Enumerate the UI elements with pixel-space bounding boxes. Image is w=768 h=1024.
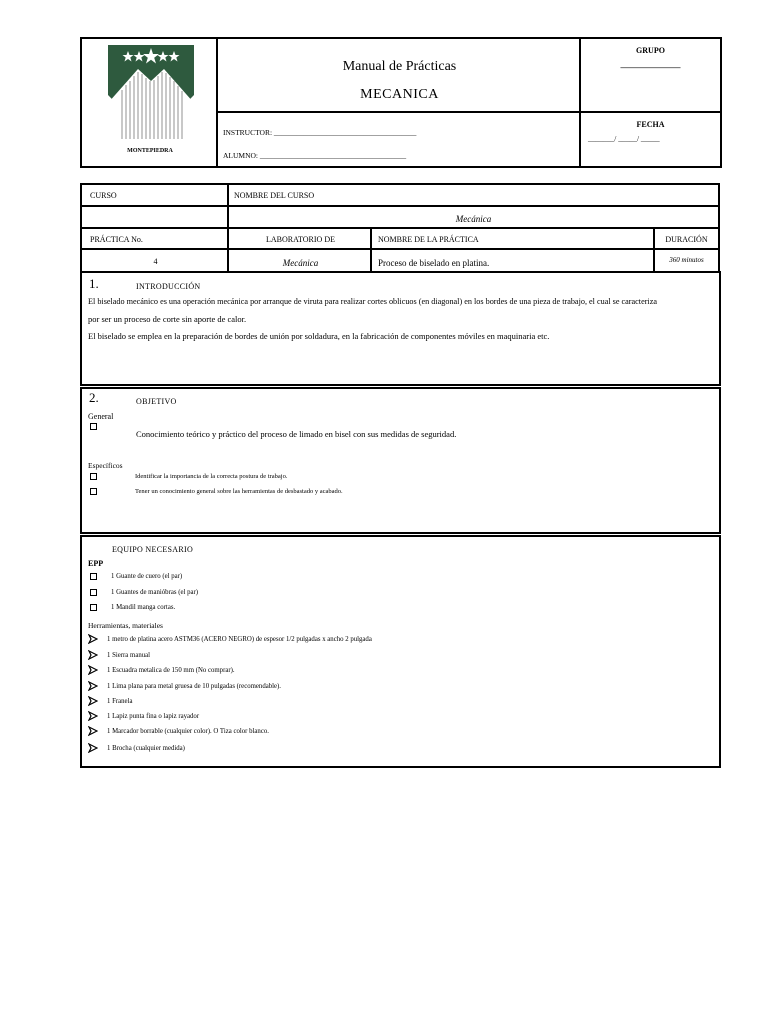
epp-item-text: 1 Mandil manga cortas. <box>111 604 176 611</box>
section-number: 1. <box>89 276 99 291</box>
equipo-heading: EQUIPO NECESARIO <box>112 545 194 554</box>
herramienta-text: 1 Marcador borrable (cualquier color). O Tiza color blanco. <box>107 727 269 735</box>
herramienta-text: 1 Sierra manual <box>107 651 151 659</box>
herramienta-item <box>88 634 372 644</box>
herramienta-item <box>88 726 269 736</box>
checkbox-icon <box>90 604 97 611</box>
herramienta-text: 1 Lima plana para metal gruesa de 10 pulgadas (recomendable). <box>107 682 282 690</box>
herramienta-item <box>88 696 132 706</box>
nombre-curso-header-cell <box>229 185 718 205</box>
duracion-header-cell <box>655 229 718 248</box>
checkbox-icon <box>90 589 97 596</box>
checkbox-icon <box>90 473 97 480</box>
arrow-bullet-icon <box>88 681 98 691</box>
intro-paragraph-1-line-1: El biselado mecánico es una operación mecánica por arranque de viruta para realizar cortes oblicuos (en diagonal) en los bordes de una pieza de trabajo, el cual se caracteriza <box>88 297 657 306</box>
checkbox-icon <box>90 423 97 430</box>
herramienta-item <box>88 681 281 691</box>
section-number: 2. <box>89 390 99 405</box>
intro-paragraph-1-line-2: por ser un proceso de corte sin aporte de calor. <box>88 314 247 324</box>
laboratorio-header-cell <box>229 229 372 248</box>
arrow-bullet-icon <box>88 726 98 736</box>
herramienta-item <box>88 650 150 660</box>
herramienta-text: 1 Escuadra metalica de 150 mm (No comprar). <box>107 666 235 674</box>
curso-label: CURSO <box>90 191 117 200</box>
herramienta-text: 1 Brocha (cualquier medida) <box>107 744 185 752</box>
especifico-text: Identificar la importancia de la correcta postura de trabajo. <box>135 473 288 480</box>
course-header-row <box>82 185 718 207</box>
practica-value: 4 <box>153 257 158 266</box>
laboratorio-label: LABORATORIO DE <box>266 235 335 244</box>
especifico-item <box>90 488 343 495</box>
instructor-field[interactable]: INSTRUCTOR: ______________________________________ <box>223 128 417 137</box>
nombre-curso-value-cell <box>229 207 718 227</box>
practica-value-cell <box>82 250 229 272</box>
names-cell <box>218 113 581 166</box>
epp-item <box>90 573 182 580</box>
checkbox-icon <box>90 488 97 495</box>
practica-label: PRÁCTICA No. <box>90 235 143 244</box>
herramientas-label: Herramientas, materiales <box>88 621 163 630</box>
especifico-item <box>90 473 288 480</box>
curso-header-cell <box>82 185 229 205</box>
nombre-curso-label: NOMBRE DEL CURSO <box>234 191 315 200</box>
laboratorio-value: Mecánica <box>282 258 319 268</box>
nombre-practica-header-cell <box>372 229 655 248</box>
objetivo-heading: OBJETIVO <box>136 397 177 406</box>
epp-item <box>90 604 175 611</box>
arrow-bullet-icon <box>88 650 98 660</box>
curso-value-cell[interactable] <box>82 207 229 227</box>
epp-item-text: 1 Guantes de manióbras (el par) <box>111 589 199 596</box>
logo-cell <box>82 39 218 166</box>
practica-header-cell <box>82 229 229 248</box>
introduccion-heading: INTRODUCCIÓN <box>136 282 201 291</box>
arrow-bullet-icon <box>88 665 98 675</box>
herramienta-text: 1 metro de platina acero ASTM36 (ACERO NEGRO) de espesor 1/2 pulgadas x ancho 2 pulgada <box>107 635 372 643</box>
montepiedra-logo <box>108 45 194 139</box>
duracion-value-cell <box>655 250 718 272</box>
header-block <box>80 37 722 168</box>
practica-value-row <box>82 250 718 272</box>
general-label: General <box>88 412 114 421</box>
logo-name: MONTEPIEDRA <box>127 148 173 154</box>
alumno-field[interactable]: ALUMNO: _______________________________________ <box>223 151 407 160</box>
epp-item <box>90 589 198 596</box>
fecha-cell <box>581 113 720 166</box>
course-table <box>80 183 720 271</box>
herramienta-text: 1 Lapiz punta fina o lapiz rayador <box>107 712 200 720</box>
epp-label: EPP <box>88 559 104 568</box>
laboratorio-value-cell <box>229 250 372 272</box>
intro-paragraph-2: El biselado se emplea en la preparación de bordes de unión por soldadura, en la fabricación de componentes móviles en maquinaria etc. <box>88 331 550 341</box>
grupo-cell <box>581 39 720 113</box>
arrow-bullet-icon <box>88 634 98 644</box>
practica-header-row <box>82 229 718 250</box>
nombre-curso-value: Mecánica <box>455 214 492 224</box>
general-item <box>90 423 97 430</box>
title-cell <box>218 39 581 113</box>
herramienta-item <box>88 711 199 721</box>
arrow-bullet-icon <box>88 711 98 721</box>
document-title: Manual de Prácticas <box>342 59 457 74</box>
arrow-bullet-icon <box>88 743 98 753</box>
nombre-practica-label: NOMBRE DE LA PRÁCTICA <box>378 235 479 244</box>
especificos-label: Específicos <box>88 461 123 470</box>
fecha-label: FECHA <box>636 120 665 129</box>
equipo-section <box>80 535 721 768</box>
general-item-text: Conocimiento teórico y práctico del proceso de limado en bisel con sus medidas de seguridad. <box>136 429 457 439</box>
course-value-row <box>82 207 718 229</box>
herramienta-item <box>88 665 235 675</box>
especifico-text: Tener un conocimiento general sobre las herramientas de desbastado y acabado. <box>135 488 343 495</box>
grupo-field[interactable]: _______________ <box>620 60 681 69</box>
grupo-label: GRUPO <box>636 46 665 55</box>
duracion-value: 360 minutos <box>669 256 704 264</box>
nombre-practica-value-cell <box>372 250 655 272</box>
objetivo-section <box>80 387 721 534</box>
document-subtitle: MECANICA <box>360 87 439 102</box>
herramienta-item <box>88 743 185 753</box>
checkbox-icon <box>90 573 97 580</box>
epp-item-text: 1 Guante de cuero (el par) <box>111 573 183 580</box>
herramienta-text: 1 Franela <box>107 697 133 705</box>
duracion-label: DURACIÓN <box>665 235 708 244</box>
fecha-field[interactable]: _______/ _____/ _____ <box>588 134 660 143</box>
introduccion-section <box>80 271 721 386</box>
arrow-bullet-icon <box>88 696 98 706</box>
nombre-practica-value: Proceso de biselado en platina. <box>378 258 490 268</box>
